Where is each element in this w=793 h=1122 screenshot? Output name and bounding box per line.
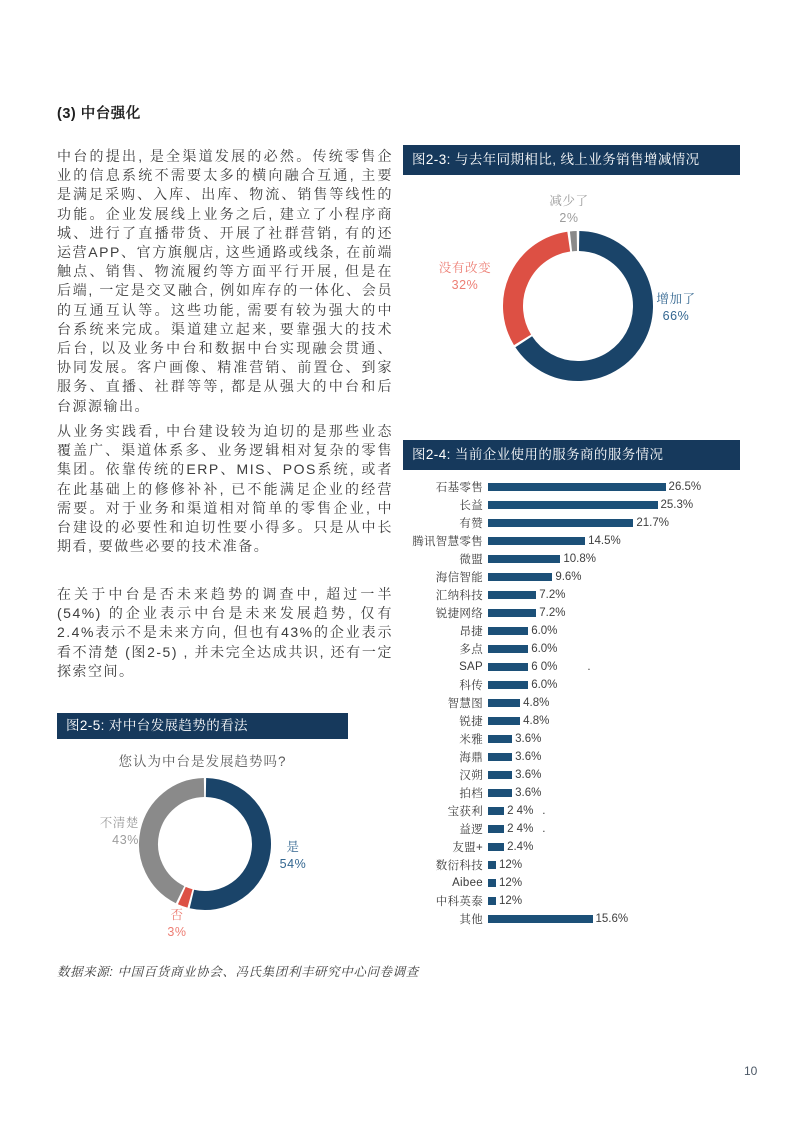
bar (488, 861, 496, 869)
figure-2-5-title-bar: 图2-5: 对中台发展趋势的看法 (57, 713, 348, 739)
body-paragraph-1: 中台的提出, 是全渠道发展的必然。传统零售企业的信息系统不需要太多的横向融合互通, 主要是满足采购、入库、出库、物流、销售等线性的功能。企业发展线上业务之后, 建立了小程序商城、进行了直播带货、开展了社群营销, 有的还运营APP、官方旗舰店, 这些通路或线条, 在前端触点、销售、物流履约等方面平行开展, 但是在后端, 一定是交叉融合, 例如库存的一体化、会员的互通互认等。这些功能, 需要有较为强大的中台系统来完成。渠道建立起来, 要靠强大的技术后台, 以及业务中台和数据中台实现融会贯通、协同发展。客户画像、精准营销、前置仓、到家服务、直播、社群等等, 都是从强大的中台和后台源源输出。 (57, 148, 393, 414)
bar (488, 501, 658, 509)
bar-category-label: 多点 (459, 644, 483, 656)
bar-row (403, 676, 740, 694)
bar-row (403, 766, 740, 784)
donut-chart-2-5 (129, 768, 281, 920)
body-paragraph-3: 在关于中台是否未来趋势的调查中, 超过一半 (54%) 的企业表示中台是未来发展趋势, 仅有2.4%表示不是未来方向, 但也有43%的企业表示看不清楚 (图2-5) , 并未完全达成共识, 还有一定探索空间。 (57, 586, 393, 679)
bar (488, 753, 512, 761)
bar-value-label: 6.0% (531, 679, 558, 691)
bar-value-label: 26.5% (668, 481, 702, 493)
bar (488, 573, 552, 581)
page-number: 10 (744, 1064, 758, 1078)
bar-row (403, 874, 740, 892)
bar (488, 825, 504, 833)
bar-category-label: 宝获利 (447, 806, 483, 818)
bar-row (403, 622, 740, 640)
donut-label-increased (646, 291, 706, 324)
bar-category-label: 智慧图 (447, 698, 483, 710)
bar-row (403, 514, 740, 532)
donut-label-value: 66% (662, 308, 690, 323)
bar-value-label: 2 4% (507, 823, 534, 835)
donut-chart-2-3 (493, 221, 663, 391)
bar (488, 843, 504, 851)
bar-category-label: 锐捷网络 (435, 608, 483, 620)
donut-label-text: 减少了 (549, 194, 589, 208)
bar-value-label: 6.0% (531, 643, 558, 655)
donut-label-value: 32% (451, 277, 479, 292)
bar-category-label: 科传 (459, 680, 483, 692)
bar-row (403, 730, 740, 748)
donut-label-no (155, 907, 199, 940)
bar-row (403, 748, 740, 766)
source-note: 数据来源: 中国百货商业协会、冯氏集团利丰研究中心问卷调查 (57, 965, 419, 979)
donut-label-decreased (529, 193, 609, 226)
donut-label-yes (270, 839, 316, 872)
bar-category-label: 有赞 (459, 518, 483, 530)
bar-value-label: 2.4% (507, 841, 534, 853)
figure-2-3-title-bar: 图2-3: 与去年同期相比, 线上业务销售增减情况 (403, 145, 740, 175)
bar-category-label: SAP (459, 661, 483, 673)
bar-value-label: 4.8% (523, 715, 550, 727)
figure-2-4-title-bar: 图2-4: 当前企业使用的服务商的服务情况 (403, 440, 740, 470)
bar-category-label: 数衍科技 (435, 860, 483, 872)
donut-label-no-change (421, 260, 509, 293)
donut-segment (149, 788, 205, 895)
bar-row (403, 694, 740, 712)
bar-row (403, 838, 740, 856)
bar-rows (403, 478, 740, 928)
bar-category-label: 汉朔 (459, 770, 483, 782)
bar-value-label: 9.6% (555, 571, 582, 583)
bar-row (403, 658, 740, 676)
bar (488, 807, 504, 815)
figure-2-5 (57, 713, 348, 963)
bar-category-label: Aibee (452, 877, 483, 889)
bar-row (403, 586, 740, 604)
bar-row (403, 712, 740, 730)
bar-row (403, 568, 740, 586)
bar (488, 735, 512, 743)
bar-value-label: 12% (499, 895, 523, 907)
bar (488, 897, 496, 905)
donut-label-value: 2% (559, 210, 579, 225)
bar (488, 483, 666, 491)
body-paragraph-2: 从业务实践看, 中台建设较为迫切的是那些业态覆盖广、渠道体系多、业务逻辑相对复杂的零售集团。依靠传统的ERP、MIS、POS系统, 或者在此基础上的修修补补, 已不能满足企业的经营需要。对于业务和渠道相对简单的零售企业, 中台建设的必要性和迫切性要小得多。只是从中长期看, 要做些必要的技术准备。 (57, 423, 393, 555)
bar-value-label: 6 0% (531, 661, 558, 673)
bar (488, 915, 593, 923)
bar-row (403, 892, 740, 910)
bar-row (403, 550, 740, 568)
bar (488, 537, 585, 545)
bar-row (403, 532, 740, 550)
bar-value-label: 4.8% (523, 697, 550, 709)
bar-value-label: 15.6% (595, 913, 629, 925)
donut-label-value: 54% (279, 856, 307, 871)
bar-value-label: 2 4% (507, 805, 534, 817)
bar-value-label: 3.6% (515, 769, 542, 781)
donut-label-value: 3% (167, 924, 187, 939)
donut-label-value: 43% (112, 832, 139, 847)
bar-row (403, 856, 740, 874)
bar-value-label: 6.0% (531, 625, 558, 637)
bar-value-label: 3.6% (515, 751, 542, 763)
bar-value-label: 3.6% (515, 787, 542, 799)
bar (488, 519, 633, 527)
bar (488, 699, 520, 707)
bar-category-label: 中科英泰 (435, 896, 483, 908)
donut-label-text: 增加了 (656, 292, 696, 306)
bar-row (403, 802, 740, 820)
stray-dot: . (587, 661, 591, 673)
bar-category-label: 长益 (459, 500, 483, 512)
bar-category-label: 汇纳科技 (435, 590, 483, 602)
bar-category-label: 海信智能 (435, 572, 483, 584)
bar-category-label: 海鼎 (459, 752, 483, 764)
bar-category-label: 拍档 (459, 788, 483, 800)
bar-category-label: 微盟 (459, 554, 483, 566)
bar (488, 663, 528, 671)
bar-row (403, 820, 740, 838)
bar-row (403, 910, 740, 928)
bar (488, 627, 528, 635)
bar-value-label: 25.3% (660, 499, 694, 511)
bar-value-label: 12% (499, 877, 523, 889)
bar-category-label: 友盟+ (452, 842, 483, 854)
bar-value-label: 12% (499, 859, 523, 871)
bar-row (403, 496, 740, 514)
bar (488, 591, 536, 599)
bar-category-label: 米雅 (459, 734, 483, 746)
donut-label-text: 否 (170, 908, 184, 922)
bar (488, 681, 528, 689)
bar-row (403, 478, 740, 496)
bar-value-label: 10.8% (563, 553, 596, 565)
bar-value-label: 7.2% (539, 589, 566, 601)
bar (488, 645, 528, 653)
donut-label-text: 是 (286, 840, 300, 854)
bar-row (403, 784, 740, 802)
donut-label-text: 没有改变 (438, 261, 492, 275)
bar-category-label: 锐捷 (459, 716, 483, 728)
stray-dot: . (542, 805, 546, 817)
bar-value-label: 7.2% (539, 607, 566, 619)
donut-label-unclear (63, 815, 139, 848)
bar-value-label: 21.7% (636, 517, 669, 529)
bar (488, 771, 512, 779)
bar (488, 609, 536, 617)
bar-category-label: 昂捷 (459, 626, 483, 638)
bar-category-label: 益逻 (459, 824, 483, 836)
bar-category-label: 其他 (459, 914, 483, 926)
bar-category-label: 石基零售 (435, 482, 483, 494)
bar-value-label: 14.5% (588, 535, 621, 547)
bar-row (403, 604, 740, 622)
stray-dot: . (542, 823, 546, 835)
donut-label-text: 不清楚 (99, 816, 139, 830)
bar-category-label: 腾讯智慧零售 (412, 536, 483, 548)
donut-segment (182, 896, 190, 899)
donut-segment (513, 242, 569, 340)
figure-2-4 (403, 440, 740, 940)
bar (488, 789, 512, 797)
figure-2-5-subtitle: 您认为中台是发展趋势吗? (118, 754, 287, 769)
bar-row (403, 640, 740, 658)
bar (488, 717, 520, 725)
bar-value-label: 3.6% (515, 733, 542, 745)
section-heading: (3) 中台强化 (57, 106, 141, 122)
figure-2-3 (403, 145, 740, 410)
bar (488, 879, 496, 887)
bar (488, 555, 560, 563)
donut-segment (192, 788, 262, 901)
